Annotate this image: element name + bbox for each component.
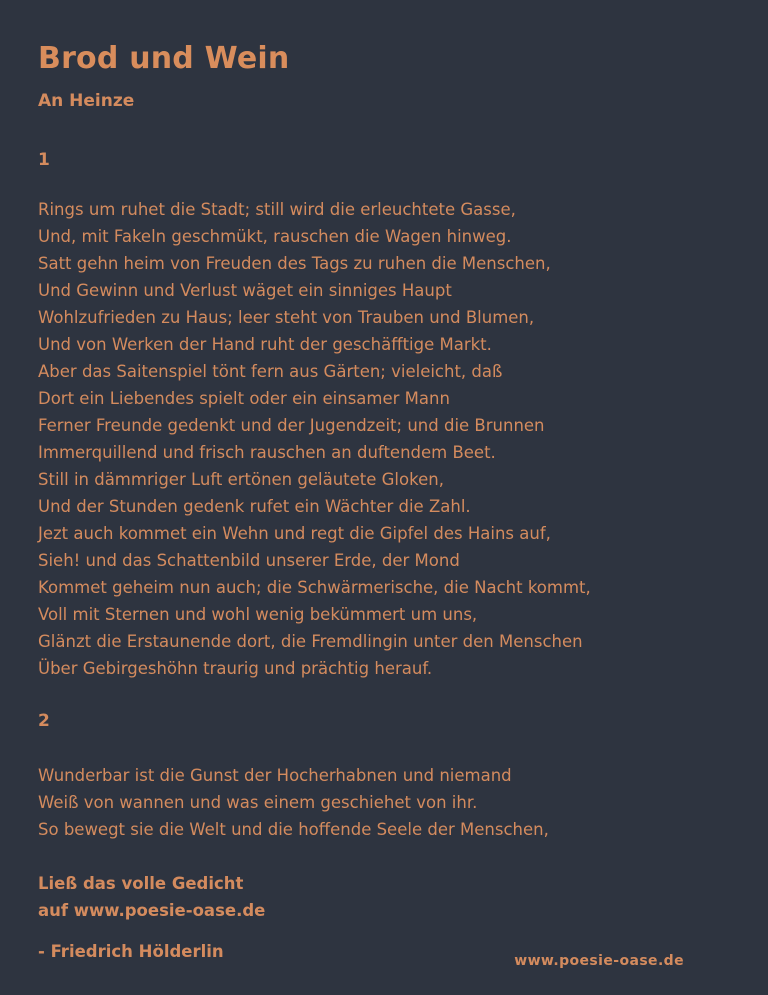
poem-line: Glänzt die Erstaunende dort, die Fremdlingin unter den Menschen bbox=[38, 632, 583, 651]
poem-line: Immerquillend und frisch rauschen an duftendem Beet. bbox=[38, 443, 496, 462]
stanza-1-lines bbox=[38, 196, 728, 682]
poem-line: Weiß von wannen und was einem geschiehet von ihr. bbox=[38, 793, 478, 812]
site-watermark: www.poesie-oase.de bbox=[514, 953, 684, 969]
page-title: Brod und Wein bbox=[38, 41, 290, 76]
poem-line: So bewegt sie die Welt und die hoffende Seele der Menschen, bbox=[38, 820, 549, 839]
poem-line: Wunderbar ist die Gunst der Hocherhabnen und niemand bbox=[38, 766, 512, 785]
poem-line: Rings um ruhet die Stadt; still wird die erleuchtete Gasse, bbox=[38, 200, 516, 219]
poem-line: Kommet geheim nun auch; die Schwärmerische, die Nacht kommt, bbox=[38, 578, 591, 597]
poem-line: Über Gebirgeshöhn traurig und prächtig herauf. bbox=[38, 659, 433, 678]
poem-line: Aber das Saitenspiel tönt fern aus Gärten; vieleicht, daß bbox=[38, 362, 503, 381]
poem-line: Sieh! und das Schattenbild unserer Erde, der Mond bbox=[38, 551, 460, 570]
poem-line: Jezt auch kommet ein Wehn und regt die Gipfel des Hains auf, bbox=[38, 524, 551, 543]
footer-teaser bbox=[38, 870, 728, 924]
poem-line: Voll mit Sternen und wohl wenig bekümmert um uns, bbox=[38, 605, 478, 624]
poem-line: Ferner Freunde gedenkt und der Jugendzeit; und die Brunnen bbox=[38, 416, 545, 435]
poem-line: Still in dämmriger Luft ertönen geläutete Gloken, bbox=[38, 470, 444, 489]
poem-line: Und Gewinn und Verlust wäget ein sinniges Haupt bbox=[38, 281, 452, 300]
poem-line: Und der Stunden gedenk rufet ein Wächter die Zahl. bbox=[38, 497, 471, 516]
poem-subtitle: An Heinze bbox=[38, 91, 135, 111]
poem-line: Satt gehn heim von Freuden des Tags zu ruhen die Menschen, bbox=[38, 254, 551, 273]
poem-line: Dort ein Liebendes spielt oder ein einsamer Mann bbox=[38, 389, 450, 408]
footer-teaser-line-2: auf www.poesie-oase.de bbox=[38, 901, 266, 920]
stanza-1-number: 1 bbox=[38, 150, 50, 170]
stanza-1 bbox=[38, 147, 728, 682]
poem-line: Und, mit Fakeln geschmükt, rauschen die Wagen hinweg. bbox=[38, 227, 512, 246]
stanza-2-number: 2 bbox=[38, 711, 50, 731]
poem-line: Und von Werken der Hand ruht der geschäfftige Markt. bbox=[38, 335, 492, 354]
stanza-2-lines bbox=[38, 762, 728, 843]
author-attribution: - Friedrich Hölderlin bbox=[38, 942, 224, 961]
footer-teaser-line-1: Ließ das volle Gedicht bbox=[38, 874, 244, 893]
poem-line: Wohlzufrieden zu Haus; leer steht von Trauben und Blumen, bbox=[38, 308, 535, 327]
stanza-2 bbox=[38, 708, 728, 843]
